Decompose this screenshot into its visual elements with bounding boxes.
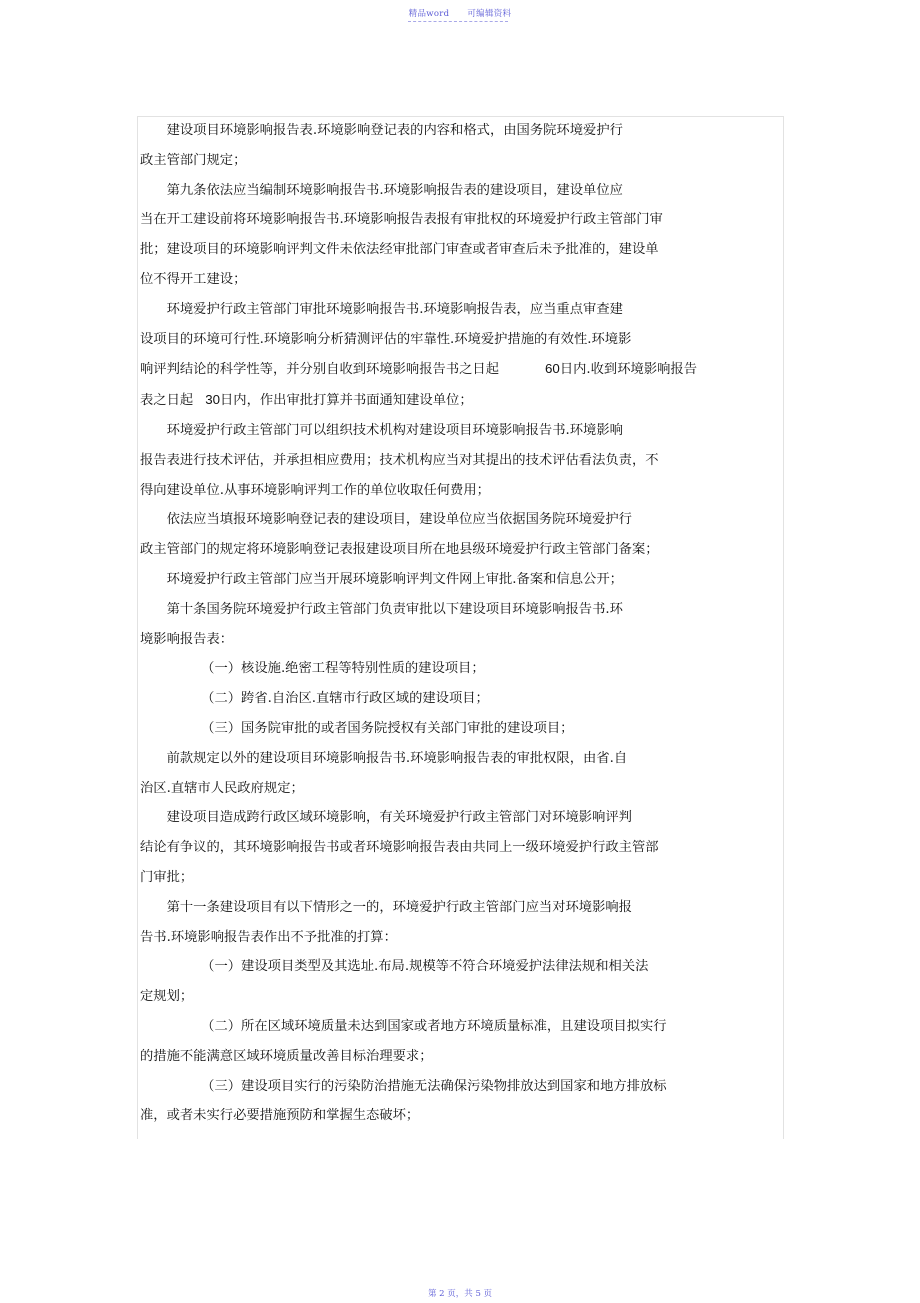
paragraph-line: 环境爱护行政主管部门审批环境影响报告书.环境影响报告表，应当重点审查建 — [166, 301, 623, 317]
paragraph-line: 结论有争议的，其环境影响报告书或者环境影响报告表由共同上一级环境爱护行政主管部 — [140, 840, 659, 856]
line-text: 表之日起 — [140, 393, 194, 409]
paragraph-line: 门审批； — [140, 869, 194, 885]
line-text: 日内.收到环境影响报告 — [559, 362, 698, 378]
paragraph-line — [140, 356, 758, 384]
header-left-text: 精品word — [408, 9, 450, 19]
paragraph-line: 当在开工建设前将环境影响报告书.环境影响报告表报有审批权的环境爱护行政主管部门审 — [140, 212, 663, 228]
paragraph-line: 环境爱护行政主管部门可以组织技术机构对建设项目环境影响报告书.环境影响 — [166, 422, 623, 438]
list-item: （二）所在区域环境质量未达到国家或者地方环境质量标准，且建设项目拟实行 — [201, 1018, 667, 1034]
paragraph-line: 环境爱护行政主管部门应当开展环境影响评判文件网上审批.备案和信息公开； — [166, 571, 623, 587]
paragraph-line: 定规划； — [140, 989, 194, 1005]
list-item: （一）建设项目类型及其选址.布局.规模等不符合环境爱护法律法规和相关法 — [201, 959, 649, 975]
paragraph-line: 建设项目环境影响报告表.环境影响登记表的内容和格式，由国务院环境爱护行 — [166, 123, 623, 138]
paragraph-line: 政主管部门的规定将环境影响登记表报建设项目所在地县级环境爱护行政主管部门备案； — [140, 542, 659, 558]
paragraph-line: 得向建设单位.从事环境影响评判工作的单位收取任何费用； — [140, 482, 490, 498]
paragraph-line — [140, 387, 758, 415]
paragraph-line: 位不得开工建设； — [140, 271, 247, 287]
paragraph-line: 批；建设项目的环境影响评判文件未依法经审批部门审查或者审查后未予批准的，建设单 — [140, 242, 659, 258]
page-footer: 第 2 页，共 5 页 — [427, 1289, 493, 1299]
paragraph-line: 第九条依法应当编制环境影响报告书.环境影响报告表的建设项目，建设单位应 — [166, 182, 623, 198]
list-item: （二）跨省.自治区.直辖市行政区域的建设项目； — [201, 691, 489, 707]
paragraph-line: 境影响报告表： — [140, 631, 234, 647]
days-30-value: 30 — [205, 392, 220, 408]
paragraph-line: 第十一条建设项目有以下情形之一的，环境爱护行政主管部门应当对环境影响报 — [166, 899, 632, 915]
days-60-value: 60 — [545, 361, 560, 377]
line-text: 响评判结论的科学性等，并分别自收到环境影响报告书之日起 — [140, 362, 500, 378]
paragraph-line: 第十条国务院环境爱护行政主管部门负责审批以下建设项目环境影响报告书.环 — [166, 601, 623, 617]
paragraph-line: 的措施不能满意区域环境质量改善目标治理要求； — [140, 1048, 433, 1064]
paragraph-line: 前款规定以外的建设项目环境影响报告书.环境影响报告表的审批权限，由省.自 — [166, 750, 628, 766]
list-item: （三）国务院审批的或者国务院授权有关部门审批的建设项目； — [201, 720, 574, 736]
line-text: 日内，作出审批打算并书面通知建设单位； — [219, 393, 473, 409]
paragraph-line: 建设项目造成跨行政区域环境影响，有关环境爱护行政主管部门对环境影响评判 — [166, 810, 632, 826]
paragraph-line: 设项目的环境可行性.环境影响分析猜测评估的牢靠性.环境爱护措施的有效性.环境影 — [140, 331, 632, 347]
paragraph-line: 报告表进行技术评估，并承担相应费用；技术机构应当对其提出的技术评估看法负责，不 — [140, 452, 659, 468]
paragraph-line: 政主管部门规定； — [140, 152, 247, 168]
paragraph-line: 依法应当填报环境影响登记表的建设项目，建设单位应当依据国务院环境爱护行 — [166, 512, 632, 528]
document-body — [140, 118, 758, 1130]
list-item: （一）核设施.绝密工程等特别性质的建设项目； — [201, 661, 485, 677]
page-header — [0, 7, 920, 19]
paragraph-line: 告书.环境影响报告表作出不予批准的打算： — [140, 929, 397, 945]
header-rule — [408, 21, 508, 22]
list-item: （三）建设项目实行的污染防治措施无法确保污染物排放达到国家和地方排放标 — [201, 1078, 667, 1094]
paragraph-line: 治区.直辖市人民政府规定； — [140, 780, 304, 796]
header-right-text: 可编辑资料 — [467, 9, 512, 19]
paragraph-line: 准，或者未实行必要措施预防和掌握生态破坏； — [140, 1108, 420, 1124]
